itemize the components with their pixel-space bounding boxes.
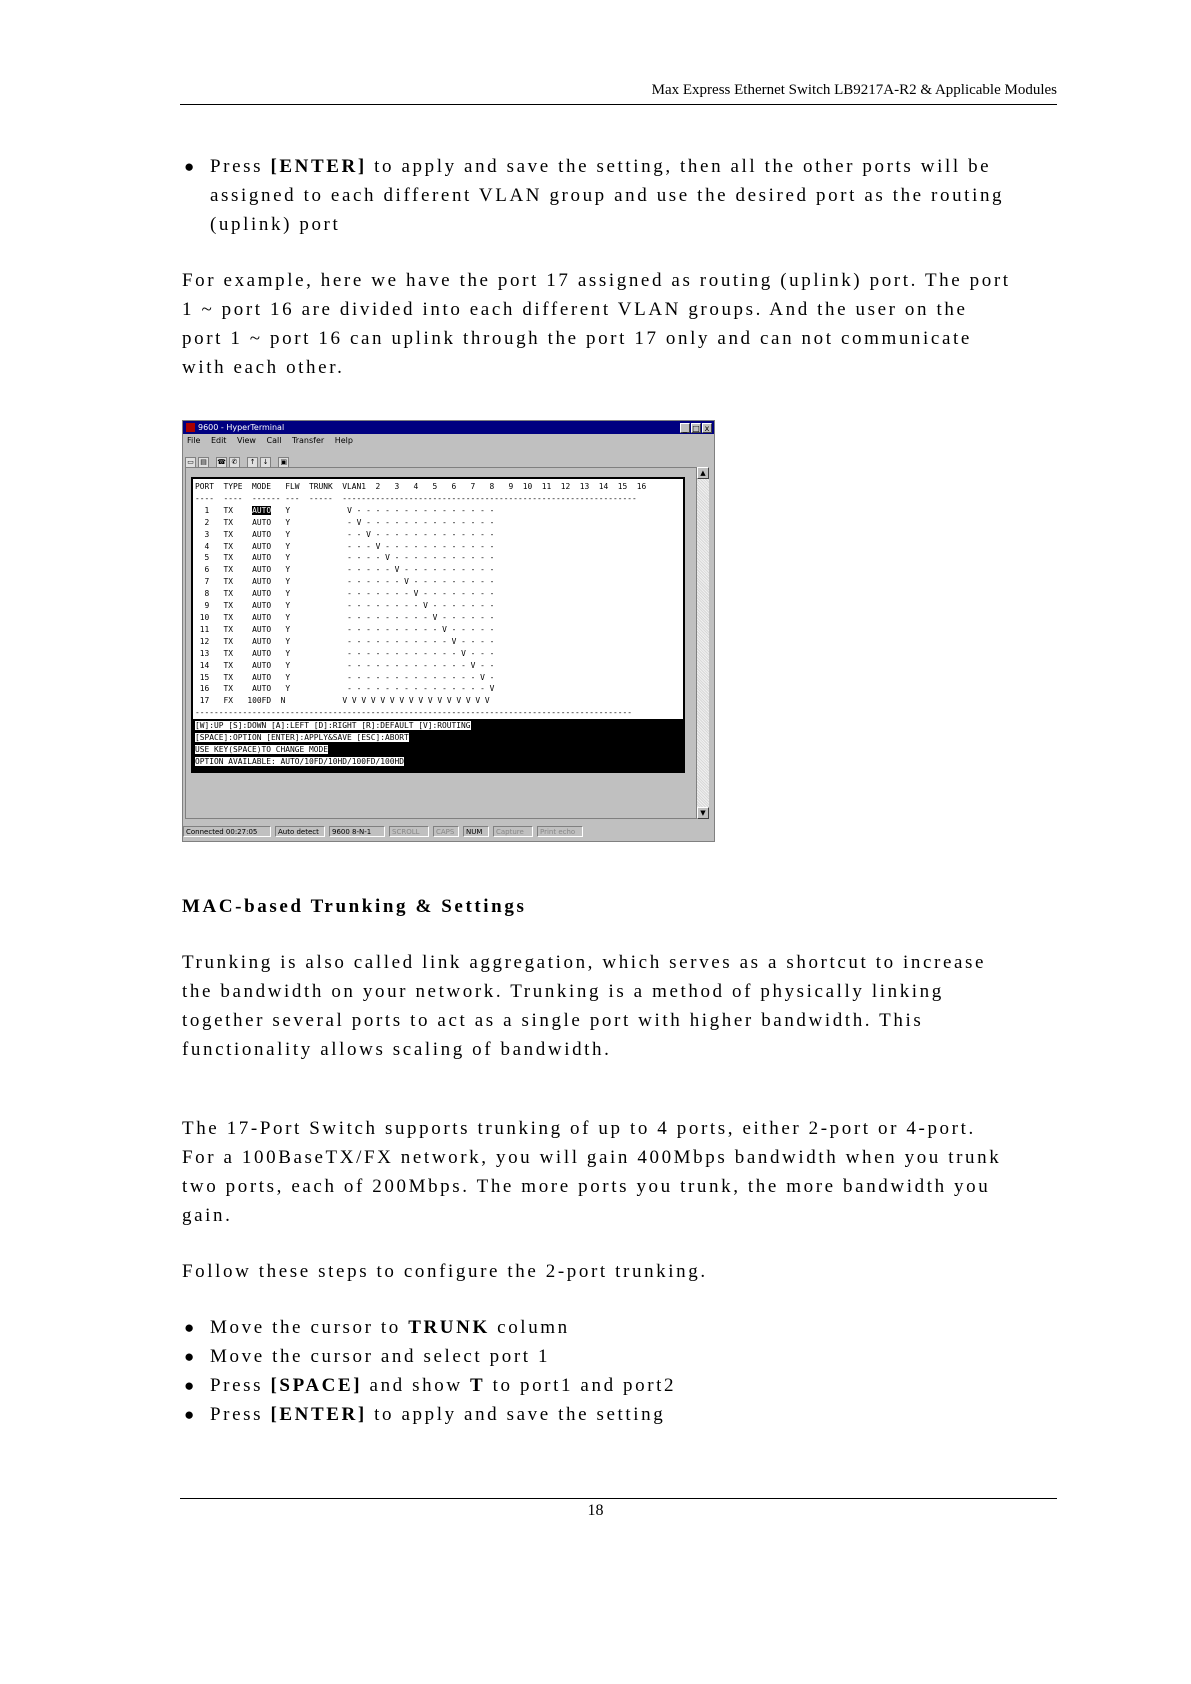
status-bar bbox=[183, 825, 714, 839]
receive-icon[interactable]: ↓ bbox=[260, 457, 271, 468]
bullet-icon: ● bbox=[184, 157, 195, 176]
footer-separator: -------------------------------------------------------------------------------------------- bbox=[195, 708, 633, 718]
table-row: 8 TX AUTO Y - - - - - - - V - - - - - - - - bbox=[204, 589, 495, 599]
list-item: ● Press [ENTER] to apply and save the setting bbox=[182, 1400, 1062, 1429]
minimize-button[interactable]: _ bbox=[680, 423, 690, 433]
section-heading: MAC-based Trunking & Settings bbox=[182, 896, 527, 917]
header-title: Max Express Ethernet Switch LB9217A-R2 & Applicable Modules bbox=[651, 82, 1057, 98]
help-line-3: USE KEY(SPACE)TO CHANGE MODE bbox=[195, 745, 329, 754]
status-scroll: SCROLL bbox=[389, 826, 429, 837]
status-num: NUM bbox=[463, 826, 489, 837]
menu-call[interactable]: Call bbox=[266, 436, 282, 445]
status-capture: Capture bbox=[493, 826, 533, 837]
window-title: 9600 - HyperTerminal bbox=[198, 423, 285, 432]
connect-icon[interactable]: ☎ bbox=[217, 458, 226, 466]
status-detect: Auto detect bbox=[275, 826, 325, 837]
table-row: 17 FX 100FD N V V V V V V V V V V V V V V V V bbox=[199, 696, 490, 706]
menu-bar bbox=[183, 435, 357, 447]
menu-view[interactable]: View bbox=[236, 436, 256, 445]
enter-key-label: [ENTER] bbox=[270, 156, 367, 177]
table-row: 5 TX AUTO Y - - - - V - - - - - - - - - - - bbox=[204, 553, 495, 563]
steps-list bbox=[182, 1313, 1062, 1429]
status-settings: 9600 8-N-1 bbox=[329, 826, 385, 837]
table-row: 16 TX AUTO Y - - - - - - - - - - - - - - - V bbox=[199, 684, 495, 694]
bullet-icon: ● bbox=[184, 1347, 195, 1366]
table-separator: ---- ---- ------ --- ----- -------------------------------------------------------------- bbox=[195, 493, 637, 503]
bullet-icon: ● bbox=[184, 1318, 195, 1337]
open-icon[interactable]: ▤ bbox=[198, 457, 209, 468]
send-icon[interactable]: ↑ bbox=[247, 457, 258, 468]
vertical-scrollbar[interactable] bbox=[697, 467, 709, 819]
list-item: ● Move the cursor to TRUNK column bbox=[182, 1313, 1062, 1342]
intro-bullet-list bbox=[182, 152, 1062, 239]
toolbar bbox=[185, 449, 291, 466]
table-row: 1 TX AUTO Y V - - - - - - - - - - - - - - - bbox=[204, 505, 495, 515]
table-row: 11 TX AUTO Y - - - - - - - - - - V - - - - - bbox=[199, 624, 495, 634]
scroll-down-icon[interactable]: ▼ bbox=[697, 807, 709, 819]
menu-edit[interactable]: Edit bbox=[210, 436, 227, 445]
properties-icon[interactable]: ▣ bbox=[278, 457, 289, 468]
table-row: 14 TX AUTO Y - - - - - - - - - - - - - V - - bbox=[199, 660, 495, 670]
disconnect-icon[interactable]: ✆ bbox=[229, 457, 240, 468]
menu-help[interactable]: Help bbox=[334, 436, 353, 445]
footer-rule bbox=[180, 1498, 1057, 1499]
terminal-help-area bbox=[193, 719, 683, 771]
table-row: 3 TX AUTO Y - - V - - - - - - - - - - - - - bbox=[204, 529, 495, 539]
table-row: 7 TX AUTO Y - - - - - - V - - - - - - - - - bbox=[204, 577, 495, 587]
app-icon bbox=[186, 423, 195, 432]
menu-file[interactable]: File bbox=[187, 436, 201, 445]
help-line-2: [SPACE]:OPTION [ENTER]:APPLY&SAVE [ESC]:ABORT bbox=[195, 733, 409, 742]
bullet-icon: ● bbox=[184, 1405, 195, 1424]
hyperterminal-window bbox=[182, 420, 715, 842]
table-row: 2 TX AUTO Y - V - - - - - - - - - - - - - - bbox=[204, 517, 495, 527]
new-icon[interactable]: ▭ bbox=[185, 457, 196, 468]
status-connected: Connected 00:27:05 bbox=[183, 826, 271, 837]
page-header bbox=[180, 80, 1057, 105]
status-caps: CAPS bbox=[433, 826, 459, 837]
table-row: 9 TX AUTO Y - - - - - - - - V - - - - - - - bbox=[204, 601, 495, 611]
page-number: 18 bbox=[587, 1502, 604, 1519]
help-line-4: OPTION AVAILABLE: AUTO/10FD/10HD/100FD/100HD bbox=[195, 757, 405, 766]
help-line-1: [W]:UP [S]:DOWN [A]:LEFT [D]:RIGHT [R]:DEFAULT [V]:ROUTING bbox=[195, 721, 471, 730]
mode-cursor: AUTO bbox=[252, 505, 272, 515]
menu-transfer[interactable]: Transfer bbox=[292, 436, 325, 445]
switch-paragraph: The 17-Port Switch supports trunking of up to 4 ports, either 2-port or 4-port. For a 100BaseTX/FX network, you will gain 400Mbps bandwidth when you trunk two ports, each of 200Mbps. The more ports you trunk, the more bandwidth you gain. bbox=[182, 1118, 1002, 1226]
terminal-screen bbox=[191, 477, 685, 773]
list-item: ● Move the cursor and select port 1 bbox=[182, 1342, 1062, 1371]
scroll-up-icon[interactable]: ▲ bbox=[697, 467, 709, 479]
example-paragraph: For example, here we have the port 17 assigned as routing (uplink) port. The port 1 ~ port 16 are divided into each different VLAN groups. And the user on the port 1 ~ port 16 can uplink through the port 17 only and can not communicate with each other. bbox=[182, 270, 1011, 378]
table-row: 10 TX AUTO Y - - - - - - - - - V - - - - - - bbox=[199, 612, 495, 622]
close-button[interactable]: x bbox=[702, 423, 712, 433]
table-row: 6 TX AUTO Y - - - - - V - - - - - - - - - - bbox=[204, 565, 495, 575]
bullet-icon: ● bbox=[184, 1376, 195, 1395]
list-item: ● Press [SPACE] and show T to port1 and port2 bbox=[182, 1371, 1062, 1400]
table-row: 12 TX AUTO Y - - - - - - - - - - - V - - - - bbox=[199, 636, 495, 646]
maximize-button[interactable]: □ bbox=[692, 424, 700, 433]
list-item: ● Press [ENTER] to apply and save the setting, then all the other ports will be assigned to each different VLAN group and use the desired port as the routing (uplink) port bbox=[182, 152, 1062, 239]
status-print-echo: Print echo bbox=[537, 826, 583, 837]
trunking-paragraph: Trunking is also called link aggregation, which serves as a shortcut to increase the bandwidth on your network. Trunking is a method of physically linking together several ports to act as a single port with higher bandwidth. This functionality allows scaling of bandwidth. bbox=[182, 952, 987, 1060]
table-row: 4 TX AUTO Y - - - V - - - - - - - - - - - - bbox=[204, 541, 495, 551]
window-titlebar bbox=[183, 421, 714, 434]
steps-intro: Follow these steps to configure the 2-port trunking. bbox=[182, 1261, 708, 1282]
vlan-table bbox=[195, 481, 646, 719]
table-header: PORT TYPE MODE FLW TRUNK VLAN1 2 3 4 5 6 7 8 9 10 11 12 13 14 15 16 bbox=[195, 482, 647, 491]
table-row: 15 TX AUTO Y - - - - - - - - - - - - - - V - bbox=[199, 672, 495, 682]
table-row: 13 TX AUTO Y - - - - - - - - - - - - V - - - bbox=[199, 648, 495, 658]
